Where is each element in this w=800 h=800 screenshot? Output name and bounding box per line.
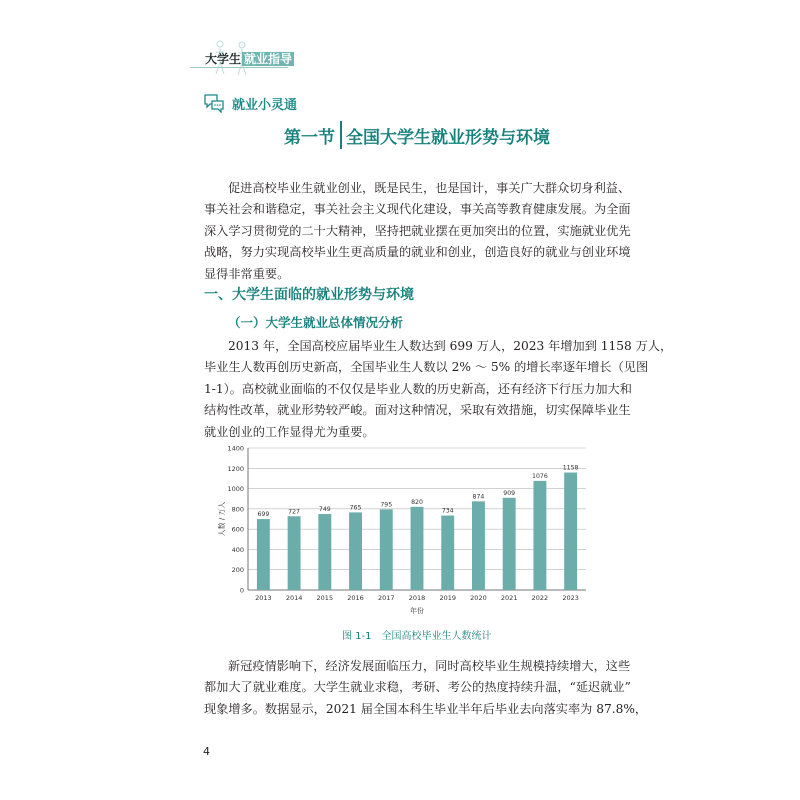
- bar: [318, 514, 331, 590]
- x-tick-label: 2016: [347, 594, 364, 602]
- section-tag: 就业小灵通: [232, 98, 298, 113]
- data-label: 1076: [532, 472, 548, 480]
- data-label: 699: [257, 511, 270, 519]
- x-tick-label: 2023: [562, 594, 579, 602]
- book-title-highlight: 就业指导: [244, 52, 293, 66]
- data-label: 734: [441, 507, 454, 515]
- bar: [533, 481, 546, 590]
- chapter-title-text: 全国大学生就业形势与环境: [346, 127, 550, 148]
- data-label: 749: [318, 506, 331, 514]
- figure-title: 全国高校毕业生人数统计: [381, 631, 492, 642]
- figure-number: 图 1-1: [342, 631, 372, 642]
- bar: [349, 512, 362, 590]
- chapter-title-divider: [340, 121, 342, 149]
- y-tick-label: 1400: [227, 444, 244, 453]
- bar: [257, 519, 270, 590]
- data-label: 765: [349, 504, 362, 512]
- paragraph-line: 1-1）。高校就业面临的不仅仅是毕业人数的历史新高，还有经济下行压力加大和: [204, 381, 632, 396]
- paragraph-line: 促进高校毕业生就业创业，既是民生，也是国计，事关广大群众切身利益、: [228, 181, 631, 195]
- header-divider: [190, 67, 288, 68]
- paragraph-line: 战略，努力实现高校毕业生更高质量的就业和创业，创造良好的就业与创业环境: [204, 245, 631, 260]
- y-tick-label: 1000: [227, 485, 244, 494]
- y-tick-label: 600: [231, 525, 244, 534]
- x-tick-label: 2019: [439, 594, 457, 602]
- y-tick-label: 1200: [227, 464, 244, 473]
- paragraph-line: 毕业生人数再创历史新高，全国毕业生人数以 2% ～ 5% 的增长率逐年增长（见图: [204, 360, 649, 375]
- figure-caption: [342, 627, 502, 642]
- bar: [564, 473, 577, 590]
- data-label: 820: [411, 498, 423, 506]
- x-tick-label: 2021: [500, 594, 518, 602]
- bar: [472, 501, 485, 590]
- book-title-prefix: 大学生: [205, 52, 242, 66]
- y-tick-label: 200: [231, 566, 244, 575]
- bar: [441, 516, 454, 590]
- paragraph-line: 新冠疫情影响下，经济发展面临压力，同时高校毕业生规模持续增大，这些: [228, 659, 631, 673]
- bar: [503, 498, 516, 590]
- bar: [380, 509, 393, 590]
- data-label: 874: [472, 493, 485, 501]
- paragraph-line: 事关社会和谐稳定，事关社会主义现代化建设，事关高等教育健康发展。为全面: [204, 202, 631, 217]
- paragraph-line: 2013 年，全国高校应届毕业生人数达到 699 万人，2023 年增加到 1158 万人，: [228, 339, 673, 353]
- overview-paragraph: [204, 336, 673, 443]
- bar: [288, 516, 301, 590]
- x-tick-label: 2013: [255, 594, 272, 602]
- data-label: 1158: [562, 464, 579, 472]
- y-axis-title: 人数 / 万人: [218, 501, 226, 537]
- book-title: [205, 50, 294, 67]
- x-tick-label: 2020: [470, 594, 487, 602]
- data-label: 795: [380, 501, 393, 509]
- y-tick-label: 0: [239, 586, 244, 595]
- graduates-bar-chart: [212, 442, 602, 624]
- bar: [411, 507, 424, 590]
- x-tick-label: 2014: [285, 594, 303, 602]
- chart-canvas: [212, 442, 602, 624]
- x-tick-label: 2017: [377, 594, 395, 602]
- paragraph-line: 就业创业的工作显得尤为重要。: [204, 424, 375, 439]
- chat-bubbles-icon: [203, 93, 225, 113]
- page-number: 4: [203, 745, 210, 758]
- y-tick-label: 800: [231, 505, 244, 514]
- x-tick-label: 2018: [408, 594, 426, 602]
- paragraph-line: 显得非常重要。: [204, 266, 290, 281]
- heading-level-2: （一）大学生就业总体情况分析: [228, 315, 404, 330]
- heading-level-1: 一、大学生面临的就业形势与环境: [204, 287, 414, 303]
- data-label: 727: [288, 508, 300, 516]
- x-axis-title: 年份: [410, 607, 424, 615]
- x-tick-label: 2015: [316, 594, 334, 602]
- paragraph-line: 现象增多。数据显示，2021 届全国本科生毕业半年后毕业去向落实率为 87.8%，: [204, 701, 648, 716]
- paragraph-line: 结构性改革，就业形势较严峻。面对这种情况，采取有效措施，切实保障毕业生: [204, 403, 631, 418]
- chapter-number: 第一节: [284, 127, 335, 148]
- pandemic-paragraph: [204, 656, 648, 720]
- paragraph-line: 都加大了就业难度。大学生就业求稳，考研、考公的热度持续升温，“延迟就业”: [204, 680, 631, 695]
- data-label: 909: [503, 489, 516, 497]
- paragraph-line: 深入学习贯彻党的二十大精神，坚持把就业摆在更加突出的位置，实施就业优先: [204, 223, 631, 238]
- x-tick-label: 2022: [531, 594, 549, 602]
- chapter-title: [284, 121, 550, 149]
- intro-paragraph: [204, 178, 631, 285]
- y-tick-label: 400: [231, 545, 244, 554]
